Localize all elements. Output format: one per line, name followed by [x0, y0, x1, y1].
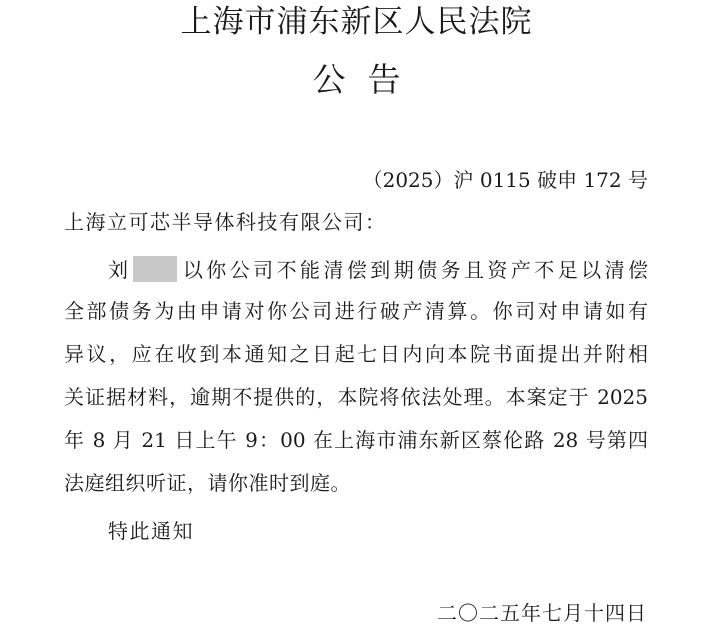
body-paragraph-line: 法庭组织听证，请你准时到庭。 [64, 471, 351, 495]
recipient-line: 上海立可芯半导体科技有限公司： [64, 210, 387, 234]
body-paragraph-line: 异议，应在收到本通知之日起七日内向本院书面提出并附相 [64, 342, 648, 366]
document-type-heading: 公告 [312, 60, 423, 99]
court-name-heading: 上海市浦东新区人民法院 [180, 4, 533, 40]
body-paragraph-line [108, 255, 648, 285]
body-paragraph-line: 全部债务为由申请对你公司进行破产清算。你司对申请如有 [64, 299, 648, 323]
body-text: 以你公司不能清偿到期债务且资产不足以清偿 [179, 258, 649, 282]
case-number: （2025）沪 0115 破申 172 号 [362, 168, 648, 192]
applicant-surname: 刘 [108, 258, 132, 282]
redacted-name-block [133, 256, 177, 282]
closing-phrase: 特此通知 [108, 519, 194, 543]
body-paragraph-line: 关证据材料，逾期不提供的，本院将依法处理。本案定于 2025 [64, 385, 648, 409]
issue-date: 二〇二五年七月十四日 [437, 601, 647, 625]
body-paragraph-line: 年 8 月 21 日上午 9：00 在上海市浦东新区蔡伦路 28 号第四 [64, 428, 648, 452]
